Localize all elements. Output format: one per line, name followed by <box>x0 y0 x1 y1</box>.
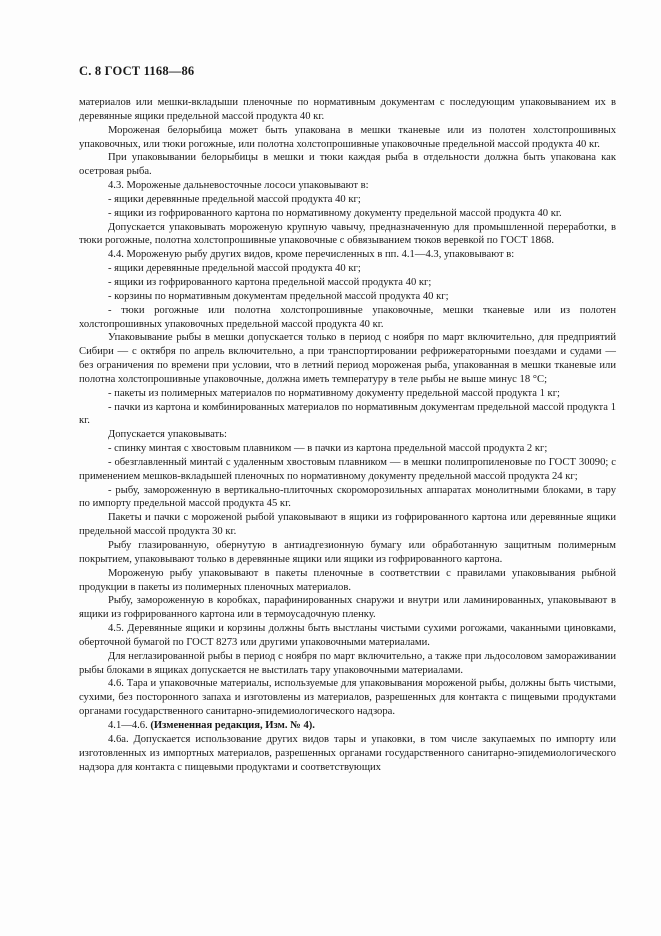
paragraph-text: - ящики из гофрированного картона предельной массой продукта 40 кг; <box>108 276 432 288</box>
paragraph-text: Допускается упаковывать: <box>108 429 227 441</box>
paragraph-text: - тюки рогожные или полотна холстопрошивные упаковочные, мешки тканевые или из полотен холстопрошивных упаковочных предельной массой продукта 40 кг. <box>79 304 616 330</box>
paragraph-text: Для неглазированной рыбы в период с ноября по март включительно, а также при льдосоловом замораживании рыбы блоками в ящиках допускается не выстилать тару упаковочными материалами. <box>79 650 616 676</box>
paragraph <box>79 304 616 332</box>
paragraph-text: - ящики деревянные предельной массой продукта 40 кг; <box>108 193 361 205</box>
paragraph-text: 4.4. Мороженую рыбу других видов, кроме перечисленных в пп. 4.1—4.3, упаковывают в: <box>108 249 515 261</box>
paragraph <box>79 428 616 442</box>
paragraph-text: - корзины по нормативным документам предельной массой продукта 40 кг; <box>108 290 449 302</box>
paragraph-text: Мороженую рыбу упаковывают в пакеты пленочные в соответствии с правилами упаковывания рыбной продукции в пакеты из полимерных пленочных материалов. <box>79 567 616 593</box>
paragraph-text: 4.1—4.6. <box>108 719 151 731</box>
paragraph <box>79 456 616 484</box>
paragraph-text: - обезглавленный минтай с удаленным хвостовым плавником — в мешки полипропиленовые по ГОСТ 30090; с применением мешков-вкладышей пленочных по нормативному документу предельной массой продукта 24 кг; <box>79 456 616 482</box>
paragraph-text: 4.6а. Допускается использование других видов тары и упаковки, в том числе закупаемых по импорту или изготовленных из импортных материалов, разрешенных органами государственного санитарно-эпидемиологического надзора для контакта с пищевыми продуктами и соответствующих <box>79 733 616 773</box>
paragraph-text: - пакеты из полимерных материалов по нормативному документу предельной массой продукта 1 кг; <box>108 387 560 399</box>
paragraph-text: - пачки из картона и комбинированных материалов по нормативным документам предельной массой продукта 1 кг. <box>79 401 616 427</box>
paragraph <box>79 248 616 262</box>
paragraph-text: Допускается упаковывать мороженую крупную чавычу, предназначенную для промышленной переработки, в тюки рогожные, полотна холстопрошивные упаковочные с обвязыванием тюков веревкой по ГОСТ 1868. <box>79 221 616 247</box>
paragraph-text: Рыбу глазированную, обернутую в антиадгезионную бумагу или обработанную защитным полимерным покрытием, упаковывают только в деревянные ящики или ящики из гофрированного картона. <box>79 540 616 565</box>
document-body <box>79 96 616 774</box>
paragraph <box>79 221 616 249</box>
paragraph <box>79 484 616 512</box>
paragraph <box>79 193 616 207</box>
page-header: С. 8 ГОСТ 1168—86 <box>79 64 195 78</box>
paragraph <box>79 622 616 650</box>
paragraph <box>79 401 616 429</box>
paragraph-text: - ящики деревянные предельной массой продукта 40 кг; <box>108 263 361 275</box>
paragraph <box>79 151 616 179</box>
paragraph-text: - рыбу, замороженную в вертикально-плиточных скороморозильных аппаратах монолитными блоками, в тару по импорту предельной массой продукта 45 кг. <box>79 484 616 510</box>
paragraph <box>79 331 616 386</box>
paragraph-text: Мороженая белорыбица может быть упакована в мешки тканевые или из полотен холстопрошивных упаковочных, или тюки рогожные, или полотна холстопрошивные упаковочные предельной массой продукта 40 кг. <box>79 124 616 150</box>
paragraph <box>79 539 616 567</box>
paragraph-text: Пакеты и пачки с мороженой рыбой упаковывают в ящики из гофрированного картона или деревянные ящики предельной массой продукта 30 кг. <box>79 512 616 538</box>
paragraph-text: материалов или мешки-вкладыши пленочные по нормативным документам с последующим упаковыванием их в деревянные ящики предельной массой продукта 40 кг. <box>79 97 616 122</box>
paragraph <box>79 290 616 304</box>
paragraph-text: 4.5. Деревянные ящики и корзины должны быть выстланы чистыми сухими рогожами, чаканными циновками, оберточной бумагой по ГОСТ 8273 или другими упаковочными материалами. <box>79 623 616 648</box>
paragraph <box>79 442 616 456</box>
paragraph <box>79 719 616 733</box>
paragraph <box>79 511 616 539</box>
paragraph-text: - ящики из гофрированного картона по нормативному документу предельной массой продукта 40 кг. <box>108 207 562 219</box>
amendment-note: (Измененная редакция, Изм. № 4). <box>150 719 315 731</box>
paragraph-text: Упаковывание рыбы в мешки допускается только в период с ноября по март включительно, для предприятий Сибири — с октября по апрель включительно, а при транспортировании рефрижераторными поездами и судами — без ограничения по времени при условии, что в летний период мороженая рыба, упакованная в мешки тканевые или полотна холстопрошивные упаковочные, должна иметь температуру в теле рыбы не выше минус 18 °С; <box>79 332 616 385</box>
paragraph <box>79 96 616 124</box>
paragraph-text: Рыбу, замороженную в коробках, парафинированных снаружи и внутри или ламинированных, упаковывают в ящики из гофрированного картона или в термоусадочную пленку. <box>79 595 616 621</box>
paragraph-text: При упаковывании белорыбицы в мешки и тюки каждая рыба в отдельности должна быть упакована как осетровая рыба. <box>79 152 616 178</box>
paragraph <box>79 594 616 622</box>
paragraph <box>79 207 616 221</box>
paragraph <box>79 262 616 276</box>
paragraph <box>79 387 616 401</box>
paragraph-text: 4.3. Мороженые дальневосточные лососи упаковывают в: <box>108 180 369 192</box>
paragraph <box>79 124 616 152</box>
paragraph <box>79 650 616 678</box>
paragraph <box>79 276 616 290</box>
paragraph-text: 4.6. Тара и упаковочные материалы, используемые для упаковывания мороженой рыбы, должны быть чистыми, сухими, без посторонного запаха и изготовлены из материалов, разрешенных для контакта с пищевыми продуктами органами государственного санитарно-эпидемиологического надзора. <box>79 678 616 718</box>
paragraph <box>79 677 616 719</box>
paragraph <box>79 179 616 193</box>
paragraph-text: - спинку минтая с хвостовым плавником — в пачки из картона предельной массой продукта 2 кг; <box>108 443 548 455</box>
paragraph <box>79 567 616 595</box>
paragraph <box>79 733 616 775</box>
